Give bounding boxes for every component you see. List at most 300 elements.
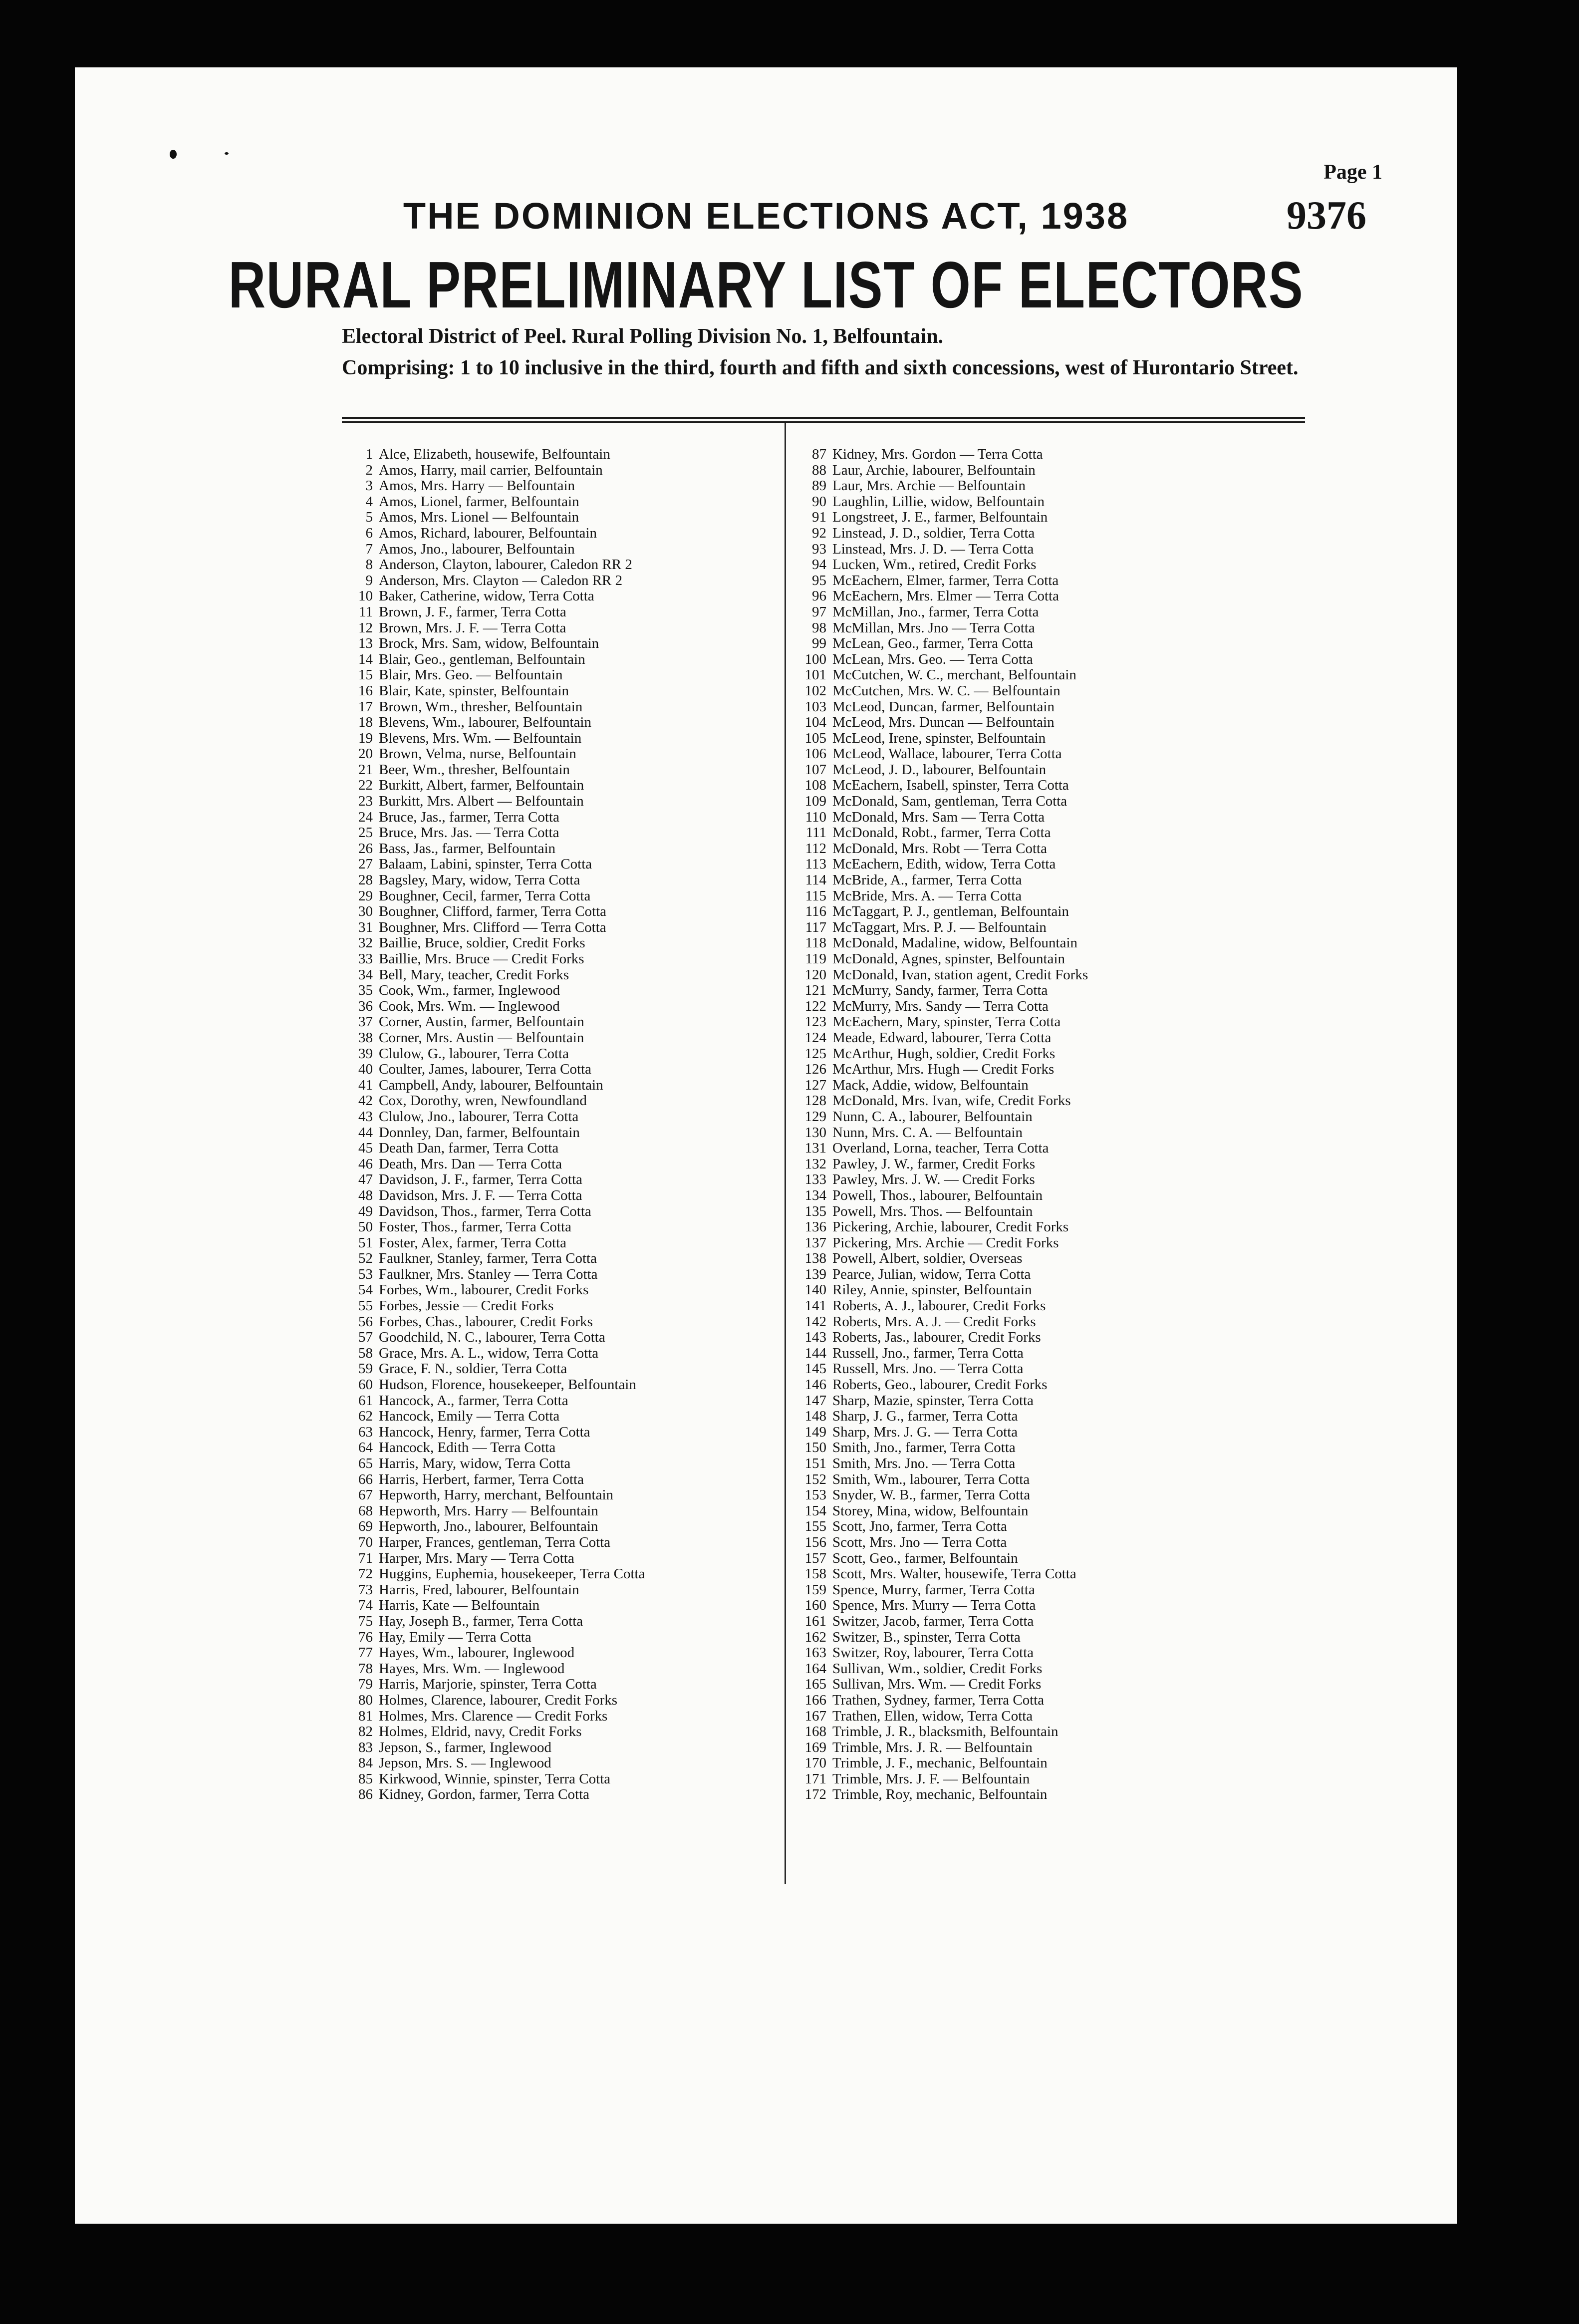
elector-details: Russell, Jno., farmer, Terra Cotta <box>832 1345 1024 1361</box>
elector-entry <box>347 526 776 542</box>
elector-number: 48 <box>358 1187 373 1203</box>
elector-number: 57 <box>358 1329 373 1346</box>
elector-number: 168 <box>804 1724 826 1740</box>
elector-details: McTaggart, Mrs. P. J. — Belfountain <box>832 919 1047 935</box>
elector-details: Blevens, Wm., labourer, Belfountain <box>379 714 591 731</box>
elector-number: 101 <box>804 667 826 683</box>
elector-number: 163 <box>804 1645 826 1661</box>
elector-details: Boughner, Clifford, farmer, Terra Cotta <box>379 903 607 920</box>
elector-details: Powell, Mrs. Thos. — Belfountain <box>832 1203 1033 1219</box>
elector-entry <box>793 573 1283 589</box>
elector-entry <box>347 1440 776 1456</box>
elector-entry <box>793 1204 1283 1220</box>
elector-number: 123 <box>804 1014 826 1030</box>
elector-details: Trimble, Mrs. J. R. — Belfountain <box>832 1739 1033 1755</box>
elector-entry <box>347 888 776 904</box>
elector-entry <box>347 1551 776 1567</box>
elector-number: 89 <box>812 478 826 494</box>
elector-entry <box>793 841 1283 857</box>
elector-number: 113 <box>805 856 826 872</box>
elector-entry <box>347 463 776 479</box>
elector-entry <box>347 1535 776 1551</box>
elector-number: 79 <box>358 1676 373 1693</box>
elector-details: Clulow, Jno., labourer, Terra Cotta <box>379 1108 579 1125</box>
elector-number: 37 <box>358 1014 373 1030</box>
elector-number: 144 <box>804 1345 826 1361</box>
elector-number: 115 <box>805 887 826 904</box>
elector-details: Jepson, S., farmer, Inglewood <box>379 1739 551 1755</box>
elector-details: Davidson, Mrs. J. F. — Terra Cotta <box>379 1187 582 1203</box>
elector-entry <box>793 1503 1283 1519</box>
elector-details: Forbes, Chas., labourer, Credit Forks <box>379 1313 593 1330</box>
elector-details: Roberts, Jas., labourer, Credit Forks <box>832 1329 1041 1346</box>
elector-number: 145 <box>804 1361 826 1377</box>
elector-number: 127 <box>804 1077 826 1093</box>
elector-entry <box>347 983 776 999</box>
elector-number: 3 <box>365 478 373 494</box>
elector-entry <box>347 1267 776 1283</box>
elector-entry <box>793 1393 1283 1409</box>
elector-entry <box>347 1630 776 1646</box>
elector-details: Amos, Richard, labourer, Belfountain <box>379 525 597 541</box>
elector-details: Roberts, Mrs. A. J. — Credit Forks <box>832 1313 1036 1330</box>
elector-entry <box>793 1551 1283 1567</box>
elector-details: Roberts, A. J., labourer, Credit Forks <box>832 1298 1046 1314</box>
elector-number: 92 <box>812 525 826 541</box>
elector-entry <box>793 778 1283 794</box>
elector-entry <box>347 1709 776 1725</box>
elector-entry <box>347 1677 776 1693</box>
elector-number: 166 <box>804 1692 826 1708</box>
elector-details: McDonald, Madaline, widow, Belfountain <box>832 935 1078 951</box>
elector-number: 55 <box>358 1298 373 1314</box>
elector-details: Trimble, J. R., blacksmith, Belfountain <box>832 1724 1058 1740</box>
act-title: THE DOMINION ELECTIONS ACT, 1938 <box>403 195 1129 237</box>
elector-number: 158 <box>804 1566 826 1582</box>
elector-number: 169 <box>804 1739 826 1755</box>
elector-number: 14 <box>358 651 373 667</box>
elector-number: 75 <box>358 1613 373 1629</box>
elector-entry <box>347 494 776 510</box>
elector-details: Pawley, Mrs. J. W. — Credit Forks <box>832 1171 1035 1188</box>
elector-details: Switzer, Roy, labourer, Terra Cotta <box>832 1645 1034 1661</box>
elector-entry <box>793 1251 1283 1267</box>
elector-number: 31 <box>358 919 373 935</box>
elector-entry <box>793 1377 1283 1393</box>
elector-entry <box>793 620 1283 636</box>
elector-details: Brock, Mrs. Sam, widow, Belfountain <box>379 635 599 652</box>
elector-entry <box>347 1062 776 1078</box>
elector-details: McMillan, Mrs. Jno — Terra Cotta <box>832 619 1035 636</box>
elector-details: Sharp, Mrs. J. G. — Terra Cotta <box>832 1424 1018 1440</box>
elector-entry <box>793 557 1283 573</box>
elector-number: 18 <box>358 714 373 731</box>
elector-entry <box>347 1330 776 1346</box>
elector-entry <box>347 778 776 794</box>
elector-entry <box>793 1677 1283 1693</box>
elector-number: 11 <box>359 603 373 620</box>
elector-entry <box>793 1740 1283 1756</box>
elector-number: 152 <box>804 1471 826 1487</box>
elector-entry <box>793 1078 1283 1094</box>
elector-details: Cook, Wm., farmer, Inglewood <box>379 982 560 999</box>
elector-number: 172 <box>804 1786 826 1803</box>
elector-number: 28 <box>358 872 373 888</box>
elector-number: 96 <box>812 588 826 604</box>
elector-entry <box>793 1188 1283 1204</box>
scanned-page <box>75 67 1457 2224</box>
elector-number: 70 <box>358 1534 373 1550</box>
elector-details: McTaggart, P. J., gentleman, Belfountain <box>832 903 1069 920</box>
elector-entry <box>793 951 1283 967</box>
elector-details: Trathen, Sydney, farmer, Terra Cotta <box>832 1692 1045 1708</box>
elector-number: 155 <box>804 1518 826 1535</box>
elector-number: 66 <box>358 1471 373 1487</box>
elector-entry <box>793 1409 1283 1425</box>
elector-details: McEachern, Mrs. Elmer — Terra Cotta <box>832 588 1059 604</box>
elector-number: 134 <box>804 1187 826 1203</box>
elector-details: Davidson, J. F., farmer, Terra Cotta <box>379 1171 582 1188</box>
elector-number: 43 <box>358 1108 373 1125</box>
elector-details: Anderson, Mrs. Clayton — Caledon RR 2 <box>379 572 623 588</box>
elector-details: Powell, Albert, soldier, Overseas <box>832 1250 1023 1267</box>
elector-number: 45 <box>358 1140 373 1157</box>
elector-number: 23 <box>358 793 373 810</box>
elector-number: 132 <box>804 1156 826 1172</box>
elector-entry <box>793 542 1283 558</box>
elector-details: Smith, Jno., farmer, Terra Cotta <box>832 1440 1016 1456</box>
elector-entry <box>793 588 1283 604</box>
elector-details: Anderson, Clayton, labourer, Caledon RR 2 <box>379 557 632 573</box>
elector-entry <box>793 1282 1283 1298</box>
elector-entry <box>793 1456 1283 1472</box>
elector-details: Forbes, Wm., labourer, Credit Forks <box>379 1282 589 1298</box>
elector-entry <box>347 604 776 620</box>
elector-number: 129 <box>804 1108 826 1125</box>
elector-details: McDonald, Robt., farmer, Terra Cotta <box>832 825 1051 841</box>
elector-entry <box>347 667 776 683</box>
elector-details: Hancock, A., farmer, Terra Cotta <box>379 1392 568 1409</box>
elector-details: McLeod, J. D., labourer, Belfountain <box>832 761 1047 778</box>
elector-number: 29 <box>358 887 373 904</box>
elector-entry <box>347 588 776 604</box>
elector-number: 38 <box>358 1029 373 1046</box>
elector-details: Hepworth, Mrs. Harry — Belfountain <box>379 1502 598 1519</box>
elector-number: 56 <box>358 1313 373 1330</box>
elector-number: 102 <box>804 682 826 699</box>
elector-number: 86 <box>358 1786 373 1803</box>
elector-entry <box>793 1566 1283 1582</box>
elector-entry <box>347 699 776 715</box>
elector-number: 141 <box>804 1298 826 1314</box>
comprising-text: Comprising: 1 to 10 inclusive in the third, fourth and fifth and sixth concessions, west of Hurontario Street. <box>342 356 1299 379</box>
elector-entry <box>793 1157 1283 1172</box>
elector-details: McCutchen, Mrs. W. C. — Belfountain <box>832 682 1060 699</box>
elector-entry <box>793 1125 1283 1141</box>
elector-entry <box>347 951 776 967</box>
elector-entry <box>793 1472 1283 1488</box>
elector-number: 39 <box>358 1045 373 1062</box>
elector-entry <box>347 904 776 920</box>
elector-number: 51 <box>358 1234 373 1251</box>
elector-entry <box>793 1487 1283 1503</box>
elector-number: 26 <box>358 840 373 857</box>
elector-number: 58 <box>358 1345 373 1361</box>
elector-number: 116 <box>805 903 826 920</box>
elector-details: Nunn, Mrs. C. A. — Belfountain <box>832 1124 1023 1141</box>
elector-entry <box>347 652 776 668</box>
elector-details: McDonald, Mrs. Robt — Terra Cotta <box>832 840 1047 857</box>
elector-entry <box>347 1724 776 1740</box>
elector-entry <box>347 1503 776 1519</box>
elector-details: Foster, Thos., farmer, Terra Cotta <box>379 1219 571 1235</box>
elector-number: 107 <box>804 761 826 778</box>
elector-entry <box>347 1204 776 1220</box>
elector-number: 61 <box>358 1392 373 1409</box>
elector-details: Spence, Mrs. Murry — Terra Cotta <box>832 1597 1036 1614</box>
elector-number: 151 <box>804 1455 826 1471</box>
elector-details: Sharp, Mazie, spinster, Terra Cotta <box>832 1392 1034 1409</box>
elector-number: 167 <box>804 1708 826 1724</box>
elector-details: Russell, Mrs. Jno. — Terra Cotta <box>832 1361 1024 1377</box>
elector-entry <box>347 715 776 731</box>
document-number: 9376 <box>1287 194 1366 238</box>
elector-details: McDonald, Mrs. Ivan, wife, Credit Forks <box>832 1093 1071 1109</box>
elector-number: 119 <box>805 951 826 967</box>
elector-entry <box>793 1267 1283 1283</box>
elector-entry <box>793 1346 1283 1362</box>
electors-column-right <box>793 447 1283 1803</box>
elector-entry <box>793 1724 1283 1740</box>
elector-number: 148 <box>804 1408 826 1425</box>
elector-details: Trimble, Mrs. J. F. — Belfountain <box>832 1770 1030 1787</box>
elector-details: Burkitt, Albert, farmer, Belfountain <box>379 777 584 794</box>
elector-details: Campbell, Andy, labourer, Belfountain <box>379 1077 603 1093</box>
elector-details: Sullivan, Wm., soldier, Credit Forks <box>832 1660 1043 1677</box>
elector-number: 103 <box>804 698 826 715</box>
elector-number: 47 <box>358 1171 373 1188</box>
elector-entry <box>347 1661 776 1677</box>
elector-number: 154 <box>804 1502 826 1519</box>
elector-number: 69 <box>358 1518 373 1535</box>
elector-number: 114 <box>805 872 826 888</box>
elector-entry <box>793 825 1283 841</box>
elector-details: McMurry, Mrs. Sandy — Terra Cotta <box>832 998 1049 1014</box>
elector-entry <box>793 1298 1283 1314</box>
elector-entry <box>347 746 776 762</box>
elector-details: Corner, Austin, farmer, Belfountain <box>379 1014 584 1030</box>
elector-number: 36 <box>358 998 373 1014</box>
elector-entry <box>793 1440 1283 1456</box>
elector-number: 12 <box>358 619 373 636</box>
elector-details: Grace, Mrs. A. L., widow, Terra Cotta <box>379 1345 599 1361</box>
elector-details: Hayes, Mrs. Wm. — Inglewood <box>379 1660 565 1677</box>
elector-entry <box>793 1046 1283 1062</box>
elector-details: Hayes, Wm., labourer, Inglewood <box>379 1645 575 1661</box>
elector-details: Baillie, Bruce, soldier, Credit Forks <box>379 935 585 951</box>
elector-entry <box>793 935 1283 951</box>
elector-number: 112 <box>805 840 826 857</box>
elector-number: 17 <box>358 698 373 715</box>
elector-entry <box>793 983 1283 999</box>
elector-entry <box>347 1472 776 1488</box>
elector-number: 54 <box>358 1282 373 1298</box>
elector-number: 143 <box>804 1329 826 1346</box>
elector-number: 160 <box>804 1597 826 1614</box>
elector-number: 4 <box>365 493 373 510</box>
elector-details: McLean, Mrs. Geo. — Terra Cotta <box>832 651 1033 667</box>
elector-entry <box>793 967 1283 983</box>
elector-entry <box>347 1598 776 1614</box>
elector-number: 8 <box>365 557 373 573</box>
elector-number: 68 <box>358 1502 373 1519</box>
elector-entry <box>793 447 1283 463</box>
elector-details: Holmes, Eldrid, navy, Credit Forks <box>379 1724 582 1740</box>
elector-entry <box>347 1456 776 1472</box>
elector-number: 24 <box>358 809 373 825</box>
elector-number: 63 <box>358 1424 373 1440</box>
elector-details: Trimble, Roy, mechanic, Belfountain <box>832 1786 1048 1803</box>
elector-entry <box>347 447 776 463</box>
elector-entry <box>793 604 1283 620</box>
elector-details: Scott, Mrs. Walter, housewife, Terra Cotta <box>832 1566 1076 1582</box>
elector-entry <box>347 683 776 699</box>
elector-details: McArthur, Mrs. Hugh — Credit Forks <box>832 1061 1054 1078</box>
elector-details: Balaam, Labini, spinster, Terra Cotta <box>379 856 592 872</box>
elector-number: 157 <box>804 1550 826 1566</box>
elector-entry <box>347 1030 776 1046</box>
elector-details: Brown, Mrs. J. F. — Terra Cotta <box>379 619 566 636</box>
elector-number: 105 <box>804 730 826 746</box>
elector-entry <box>347 1346 776 1362</box>
elector-number: 50 <box>358 1219 373 1235</box>
elector-number: 52 <box>358 1250 373 1267</box>
elector-number: 91 <box>812 509 826 526</box>
elector-number: 165 <box>804 1676 826 1693</box>
elector-number: 41 <box>358 1077 373 1093</box>
elector-details: McLeod, Wallace, labourer, Terra Cotta <box>832 746 1062 762</box>
elector-number: 42 <box>358 1093 373 1109</box>
elector-entry <box>347 825 776 841</box>
elector-details: McCutchen, W. C., merchant, Belfountain <box>832 667 1076 683</box>
elector-details: McLeod, Mrs. Duncan — Belfountain <box>832 714 1054 731</box>
elector-entry <box>793 683 1283 699</box>
elector-entry <box>347 1740 776 1756</box>
elector-details: Switzer, Jacob, farmer, Terra Cotta <box>832 1613 1034 1629</box>
elector-number: 46 <box>358 1156 373 1172</box>
elector-number: 142 <box>804 1313 826 1330</box>
elector-details: Harris, Fred, labourer, Belfountain <box>379 1581 579 1598</box>
elector-details: Alce, Elizabeth, housewife, Belfountain <box>379 446 610 462</box>
elector-details: Corner, Mrs. Austin — Belfountain <box>379 1029 584 1046</box>
elector-details: Amos, Jno., labourer, Belfountain <box>379 541 575 557</box>
elector-number: 98 <box>812 619 826 636</box>
elector-details: Faulkner, Stanley, farmer, Terra Cotta <box>379 1250 597 1267</box>
elector-entry <box>793 999 1283 1015</box>
elector-entry <box>347 920 776 936</box>
elector-entry <box>793 1141 1283 1157</box>
elector-number: 84 <box>358 1755 373 1771</box>
elector-entry <box>347 573 776 589</box>
elector-number: 1 <box>365 446 373 462</box>
elector-details: McEachern, Mary, spinster, Terra Cotta <box>832 1014 1061 1030</box>
elector-entry <box>793 1630 1283 1646</box>
district-line: Electoral District of Peel. Rural Polling Division No. 1, Belfountain. <box>342 325 944 348</box>
elector-details: Hancock, Edith — Terra Cotta <box>379 1440 556 1456</box>
elector-entry <box>347 1282 776 1298</box>
elector-entry <box>347 542 776 558</box>
elector-number: 139 <box>804 1266 826 1282</box>
elector-details: Sharp, J. G., farmer, Terra Cotta <box>832 1408 1018 1425</box>
elector-entry <box>347 1251 776 1267</box>
elector-entry <box>347 999 776 1015</box>
elector-entry <box>347 872 776 888</box>
elector-details: Bruce, Mrs. Jas. — Terra Cotta <box>379 825 559 841</box>
elector-entry <box>347 1361 776 1377</box>
elector-number: 74 <box>358 1597 373 1614</box>
elector-entry <box>347 1172 776 1188</box>
elector-details: Hancock, Henry, farmer, Terra Cotta <box>379 1424 590 1440</box>
elector-entry <box>347 1393 776 1409</box>
elector-number: 82 <box>358 1724 373 1740</box>
elector-details: Powell, Thos., labourer, Belfountain <box>832 1187 1043 1203</box>
elector-entry <box>793 1093 1283 1109</box>
elector-entry <box>793 904 1283 920</box>
elector-entry <box>347 1298 776 1314</box>
elector-entry <box>347 1093 776 1109</box>
elector-entry <box>347 1787 776 1803</box>
elector-entry <box>347 841 776 857</box>
elector-entry <box>793 1314 1283 1330</box>
elector-details: Bell, Mary, teacher, Credit Forks <box>379 966 569 983</box>
elector-details: Death, Mrs. Dan — Terra Cotta <box>379 1156 562 1172</box>
elector-details: Bruce, Jas., farmer, Terra Cotta <box>379 809 559 825</box>
elector-details: Grace, F. N., soldier, Terra Cotta <box>379 1361 567 1377</box>
elector-details: Amos, Mrs. Harry — Belfountain <box>379 478 575 494</box>
elector-entry <box>347 1409 776 1425</box>
elector-details: Harper, Mrs. Mary — Terra Cotta <box>379 1550 574 1566</box>
elector-entry <box>347 1314 776 1330</box>
elector-details: Coulter, James, labourer, Terra Cotta <box>379 1061 591 1078</box>
elector-number: 49 <box>358 1203 373 1219</box>
elector-details: McBride, Mrs. A. — Terra Cotta <box>832 887 1022 904</box>
elector-number: 140 <box>804 1282 826 1298</box>
elector-details: Amos, Mrs. Lionel — Belfountain <box>379 509 579 526</box>
elector-details: Linstead, Mrs. J. D. — Terra Cotta <box>832 541 1034 557</box>
elector-entry <box>793 699 1283 715</box>
elector-entry <box>347 731 776 747</box>
elector-number: 78 <box>358 1660 373 1677</box>
elector-number: 97 <box>812 603 826 620</box>
elector-number: 109 <box>804 793 826 810</box>
elector-details: Kidney, Gordon, farmer, Terra Cotta <box>379 1786 590 1803</box>
elector-number: 7 <box>365 541 373 557</box>
elector-number: 162 <box>804 1629 826 1645</box>
elector-number: 60 <box>358 1377 373 1393</box>
elector-details: Death Dan, farmer, Terra Cotta <box>379 1140 559 1157</box>
elector-number: 170 <box>804 1755 826 1771</box>
elector-details: Pawley, J. W., farmer, Credit Forks <box>832 1156 1036 1172</box>
elector-details: McLean, Geo., farmer, Terra Cotta <box>832 635 1034 652</box>
elector-entry <box>793 1535 1283 1551</box>
elector-details: Pickering, Archie, labourer, Credit Forks <box>832 1219 1069 1235</box>
elector-details: Harris, Kate — Belfountain <box>379 1597 540 1614</box>
elector-entry <box>347 967 776 983</box>
elector-entry <box>347 1566 776 1582</box>
elector-number: 128 <box>804 1093 826 1109</box>
elector-details: McArthur, Hugh, soldier, Credit Forks <box>832 1045 1055 1062</box>
scan-speck <box>225 152 229 155</box>
